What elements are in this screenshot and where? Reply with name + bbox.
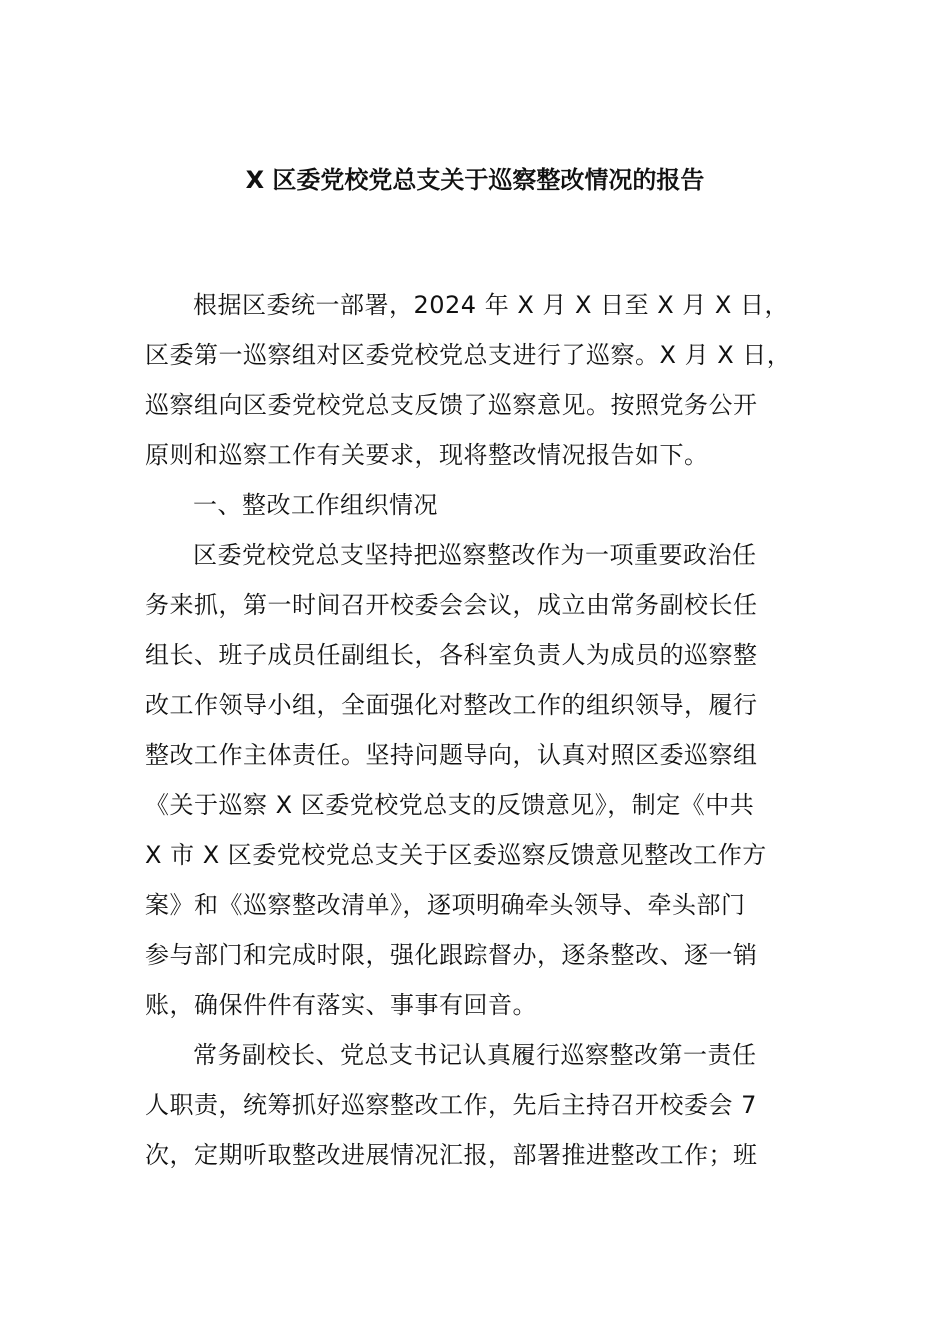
paragraph-line: 次，定期听取整改进展情况汇报，部署推进整改工作；班: [145, 1141, 758, 1169]
paragraph-line: 巡察组向区委党校党总支反馈了巡察意见。按照党务公开: [145, 391, 758, 419]
paragraph-line: X 市 X 区委党校党总支关于区委巡察反馈意见整改工作方: [145, 841, 767, 869]
paragraph-line: 人职责，统筹抓好巡察整改工作，先后主持召开校委会 7: [145, 1091, 757, 1119]
document-body: [145, 280, 835, 1180]
paragraph-line: 《关于巡察 X 区委党校党总支的反馈意见》，制定《中共: [145, 791, 755, 819]
paragraph-line: 参与部门和完成时限，强化跟踪督办，逐条整改、逐一销: [145, 941, 758, 969]
paragraph-line: 账，确保件件有落实、事事有回音。: [145, 991, 537, 1019]
paragraph-line: 整改工作主体责任。坚持问题导向，认真对照区委巡察组: [145, 741, 758, 769]
paragraph-line: 务来抓，第一时间召开校委会会议，成立由常务副校长任: [145, 591, 758, 619]
paragraph-line: 案》和《巡察整改清单》，逐项明确牵头领导、牵头部门: [145, 891, 746, 919]
paragraph-line: 区委党校党总支坚持把巡察整改作为一项重要政治任: [193, 541, 757, 569]
section-heading: 一、整改工作组织情况: [193, 491, 438, 519]
paragraph-line: 区委第一巡察组对区委党校党总支进行了巡察。X 月 X 日，: [145, 341, 792, 369]
paragraph-line: 原则和巡察工作有关要求，现将整改情况报告如下。: [145, 441, 709, 469]
paragraph-line: 根据区委统一部署，2024 年 X 月 X 日至 X 月 X 日，: [193, 291, 790, 319]
paragraph-line: 常务副校长、党总支书记认真履行巡察整改第一责任: [193, 1041, 757, 1069]
paragraph-line: 改工作领导小组，全面强化对整改工作的组织领导，履行: [145, 691, 758, 719]
paragraph-line: 组长、班子成员任副组长，各科室负责人为成员的巡察整: [145, 641, 758, 669]
document-title: X 区委党校党总支关于巡察整改情况的报告: [245, 166, 705, 194]
